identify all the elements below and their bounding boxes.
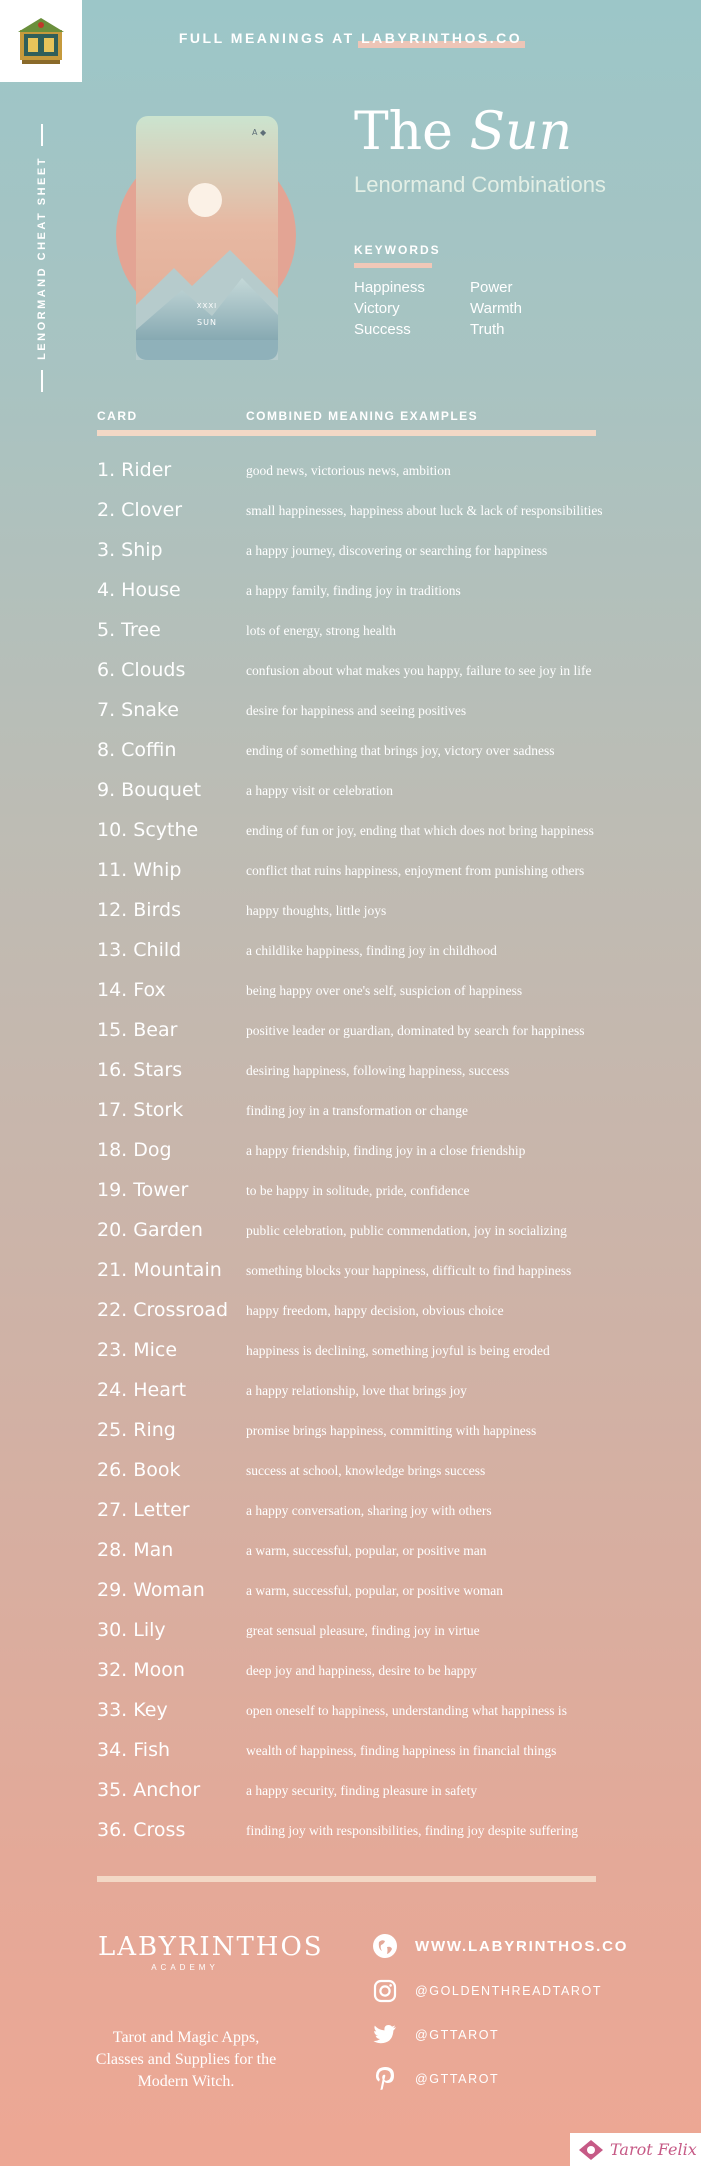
row-meaning: success at school, knowledge brings success [246,1463,486,1478]
keyword: Warmth [470,300,522,317]
header-prefix: FULL MEANINGS AT [178,30,355,46]
row-card: 13. Child [97,939,182,961]
keyword: Success [354,321,411,338]
row-card: 2. Clover [97,499,183,521]
side-divider-bottom [41,370,43,392]
row-card: 12. Birds [97,899,182,921]
row-card: 17. Stork [97,1099,184,1121]
row-card: 7. Snake [97,699,179,721]
row-card: 6. Clouds [97,659,186,681]
row-card: 15. Bear [97,1019,178,1041]
keyword: Happiness [354,279,425,296]
row-card: 22. Crossroad [97,1299,229,1321]
table-row [97,615,697,645]
badge-text: Tarot Felix [610,2140,697,2159]
website-link[interactable] [370,1931,628,1961]
row-card: 28. Man [97,1539,174,1561]
table-row [97,535,697,565]
row-meaning: a warm, successful, popular, or positive woman [246,1583,504,1598]
pinterest-link[interactable] [370,2064,499,2094]
side-divider-top [41,124,43,146]
row-card: 26. Book [97,1459,181,1481]
table-row [97,1815,697,1845]
row-meaning: positive leader or guardian, dominated by search for happiness [246,1023,585,1038]
row-meaning: public celebration, public commendation, joy in socializing [246,1223,567,1238]
instagram-link[interactable] [370,1976,602,2006]
page-title [354,102,572,162]
row-meaning: great sensual pleasure, finding joy in virtue [246,1623,480,1638]
header-link-line [0,30,701,46]
row-meaning: lots of energy, strong health [246,623,396,638]
row-meaning: to be happy in solitude, pride, confidence [246,1183,470,1198]
row-meaning: finding joy in a transformation or change [246,1103,468,1118]
row-meaning: a happy relationship, love that brings joy [246,1383,467,1398]
row-meaning: happiness is declining, something joyful is being eroded [246,1343,550,1358]
row-card: 11. Whip [97,859,182,881]
pinterest-icon [370,2064,400,2094]
row-card: 5. Tree [97,619,161,641]
sun-card-illustration [92,110,332,370]
table-row [97,1495,697,1525]
row-card: 9. Bouquet [97,779,202,801]
row-card: 29. Woman [97,1579,205,1601]
row-meaning: something blocks your happiness, difficult to find happiness [246,1263,572,1278]
twitter-handle: @GTTAROT [415,2028,500,2042]
table-row [97,1575,697,1605]
row-meaning: happy freedom, happy decision, obvious choice [246,1303,504,1318]
brand-subtitle: ACADEMY [151,1963,219,1972]
card-corner-mark: A ◆ [252,128,267,137]
row-meaning: a happy friendship, finding joy in a close friendship [246,1143,526,1158]
table-row [97,1615,697,1645]
row-meaning: small happinesses, happiness about luck & lack of responsibilities [246,503,603,518]
row-card: 20. Garden [97,1219,203,1241]
table-row [97,1255,697,1285]
brand-tagline: Tarot and Magic Apps, Classes and Supplies for the Modern Witch. [95,2029,277,2090]
table-row [97,1055,697,1085]
table-row [97,1695,697,1725]
keywords-heading: KEYWORDS [354,243,441,257]
table-row [97,695,697,725]
row-card: 35. Anchor [97,1779,201,1801]
card-name: SUN [197,318,217,327]
table-row [97,575,697,605]
table-row [97,1375,697,1405]
row-meaning: ending of fun or joy, ending that which does not bring happiness [246,823,594,838]
table-row [97,1215,697,1245]
row-meaning: wealth of happiness, finding happiness in financial things [246,1743,557,1758]
twitter-link[interactable] [370,2020,499,2050]
row-meaning: a happy conversation, sharing joy with others [246,1503,492,1518]
sun-icon [188,183,222,217]
table-row [97,1295,697,1325]
table-header-divider [97,430,596,436]
tarot-felix-badge[interactable] [570,2133,701,2166]
tarot-felix-icon [578,2139,604,2161]
row-card: 16. Stars [97,1059,183,1081]
table-row [97,1735,697,1765]
website-text: WWW.LABYRINTHOS.CO [415,1937,629,1955]
row-card: 10. Scythe [97,819,199,841]
row-card: 24. Heart [97,1379,187,1401]
table-row [97,655,697,685]
instagram-icon [370,1976,400,2006]
row-card: 32. Moon [97,1659,185,1681]
table-row [97,1655,697,1685]
keyword: Truth [470,321,505,338]
table-row [97,1175,697,1205]
row-card: 23. Mice [97,1339,178,1361]
row-meaning: a happy security, finding pleasure in safety [246,1783,478,1798]
row-card: 30. Lily [97,1619,166,1641]
row-meaning: ending of something that brings joy, victory over sadness [246,743,555,758]
table-row [97,1415,697,1445]
row-meaning: promise brings happiness, committing with happiness [246,1423,537,1438]
row-meaning: a warm, successful, popular, or positive man [246,1543,487,1558]
column-header-meaning: COMBINED MEANING EXAMPLES [246,409,479,423]
side-label: LENORMAND CHEAT SHEET [36,156,48,360]
row-meaning: finding joy with responsibilities, finding joy despite suffering [246,1823,578,1838]
table-row [97,1135,697,1165]
table-row [97,895,697,925]
row-meaning: good news, victorious news, ambition [246,463,451,478]
row-card: 21. Mountain [97,1259,222,1281]
row-card: 1. Rider [97,459,172,481]
table-row [97,815,697,845]
row-card: 19. Tower [97,1179,189,1201]
brand-logo[interactable]: LABYRINTHOS [98,1932,324,1962]
keywords-underline [354,263,432,268]
instagram-handle: @GOLDENTHREADTAROT [415,1984,603,1998]
row-meaning: happy thoughts, little joys [246,903,387,918]
keywords-list [354,278,534,340]
row-card: 8. Coffin [97,739,177,761]
row-card: 4. House [97,579,181,601]
table-row [97,1335,697,1365]
globe-icon [370,1931,400,1961]
title-italic: Sun [469,102,573,162]
row-card: 33. Key [97,1699,168,1721]
card-number: XXXI [196,302,218,310]
row-meaning: confusion about what makes you happy, failure to see joy in life [246,663,592,678]
row-meaning: open oneself to happiness, understanding what happiness is [246,1703,567,1718]
table-row [97,775,697,805]
row-meaning: deep joy and happiness, desire to be happy [246,1663,477,1678]
table-row [97,455,697,485]
row-meaning: desire for happiness and seeing positives [246,703,467,718]
pinterest-handle: @GTTAROT [415,2072,500,2086]
row-card: 25. Ring [97,1419,176,1441]
table-row [97,975,697,1005]
row-card: 18. Dog [97,1139,172,1161]
keyword: Victory [354,300,400,317]
row-meaning: a childlike happiness, finding joy in childhood [246,943,497,958]
table-row [97,495,697,525]
row-meaning: being happy over one's self, suspicion of happiness [246,983,523,998]
table-row [97,735,697,765]
row-card: 3. Ship [97,539,163,561]
table-row [97,1455,697,1485]
table-row [97,1775,697,1805]
page-subtitle: Lenormand Combinations [354,172,606,197]
row-meaning: a happy visit or celebration [246,783,393,798]
row-meaning: conflict that ruins happiness, enjoyment from punishing others [246,863,585,878]
table-row [97,1015,697,1045]
table-footer-divider [97,1876,596,1882]
twitter-icon [370,2020,400,2050]
row-meaning: a happy family, finding joy in traditions [246,583,461,598]
row-card: 36. Cross [97,1819,186,1841]
title-plain: The [354,102,453,162]
row-meaning: a happy journey, discovering or searching for happiness [246,543,548,558]
header-site-link[interactable]: LABYRINTHOS.CO [361,30,523,46]
row-card: 34. Fish [97,1739,171,1761]
table-row [97,935,697,965]
keyword: Power [470,279,513,296]
row-card: 14. Fox [97,979,166,1001]
row-card: 27. Letter [97,1499,190,1521]
row-meaning: desiring happiness, following happiness, success [246,1063,510,1078]
table-row [97,855,697,885]
table-row [97,1095,697,1125]
column-header-card: CARD [97,409,138,423]
table-row [97,1535,697,1565]
